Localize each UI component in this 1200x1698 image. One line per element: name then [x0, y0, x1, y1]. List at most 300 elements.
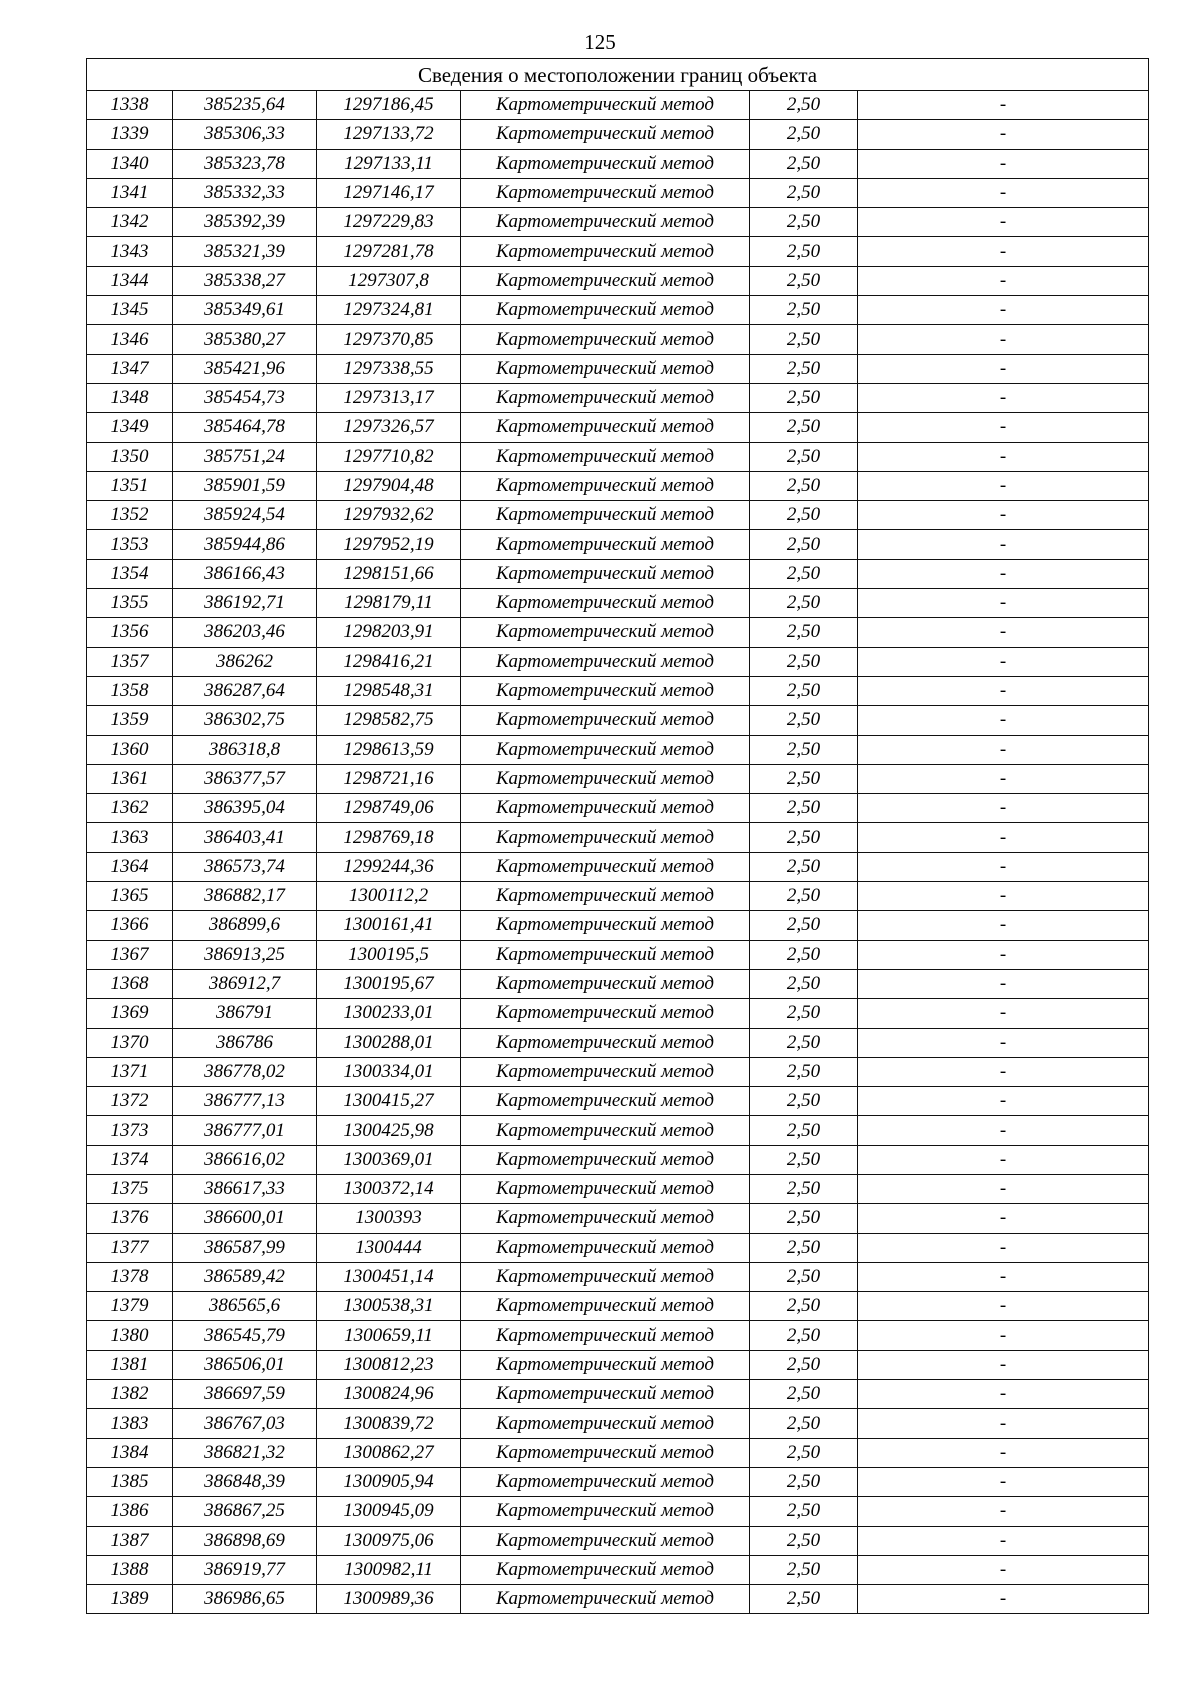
point-number-cell: 1386 — [87, 1497, 173, 1526]
page-number: 125 — [584, 30, 616, 54]
table-row — [87, 735, 1149, 764]
x-coordinate-cell: 385323,78 — [173, 149, 317, 178]
table-row — [87, 618, 1149, 647]
y-coordinate-cell: 1300372,14 — [317, 1174, 461, 1203]
description-cell: - — [858, 1497, 1149, 1526]
y-coordinate-cell: 1300451,14 — [317, 1262, 461, 1291]
method-cell: Картометрический метод — [461, 1087, 750, 1116]
table-row — [87, 501, 1149, 530]
point-number-cell: 1360 — [87, 735, 173, 764]
table-row — [87, 325, 1149, 354]
point-number-cell: 1352 — [87, 501, 173, 530]
y-coordinate-cell: 1297133,72 — [317, 120, 461, 149]
x-coordinate-cell: 386616,02 — [173, 1145, 317, 1174]
x-coordinate-cell: 386262 — [173, 647, 317, 676]
accuracy-cell: 2,50 — [750, 735, 858, 764]
method-cell: Картометрический метод — [461, 706, 750, 735]
x-coordinate-cell: 385321,39 — [173, 237, 317, 266]
point-number-cell: 1370 — [87, 1028, 173, 1057]
description-cell: - — [858, 618, 1149, 647]
y-coordinate-cell: 1297952,19 — [317, 530, 461, 559]
table-row — [87, 237, 1149, 266]
point-number-cell: 1351 — [87, 471, 173, 500]
method-cell: Картометрический метод — [461, 618, 750, 647]
method-cell: Картометрический метод — [461, 823, 750, 852]
description-cell: - — [858, 471, 1149, 500]
method-cell: Картометрический метод — [461, 383, 750, 412]
y-coordinate-cell: 1300195,67 — [317, 969, 461, 998]
accuracy-cell: 2,50 — [750, 149, 858, 178]
y-coordinate-cell: 1298548,31 — [317, 676, 461, 705]
accuracy-cell: 2,50 — [750, 559, 858, 588]
boundary-coordinates-table — [86, 58, 1149, 1614]
y-coordinate-cell: 1300812,23 — [317, 1350, 461, 1379]
point-number-cell: 1339 — [87, 120, 173, 149]
method-cell: Картометрический метод — [461, 794, 750, 823]
description-cell: - — [858, 442, 1149, 471]
y-coordinate-cell: 1300288,01 — [317, 1028, 461, 1057]
x-coordinate-cell: 386791 — [173, 999, 317, 1028]
x-coordinate-cell: 386565,6 — [173, 1292, 317, 1321]
accuracy-cell: 2,50 — [750, 296, 858, 325]
x-coordinate-cell: 386166,43 — [173, 559, 317, 588]
x-coordinate-cell: 386302,75 — [173, 706, 317, 735]
description-cell: - — [858, 530, 1149, 559]
x-coordinate-cell: 385338,27 — [173, 266, 317, 295]
method-cell: Картометрический метод — [461, 559, 750, 588]
y-coordinate-cell: 1300945,09 — [317, 1497, 461, 1526]
y-coordinate-cell: 1300982,11 — [317, 1555, 461, 1584]
accuracy-cell: 2,50 — [750, 1380, 858, 1409]
table-row — [87, 471, 1149, 500]
point-number-cell: 1342 — [87, 208, 173, 237]
x-coordinate-cell: 386777,13 — [173, 1087, 317, 1116]
point-number-cell: 1380 — [87, 1321, 173, 1350]
description-cell: - — [858, 1526, 1149, 1555]
point-number-cell: 1387 — [87, 1526, 173, 1555]
description-cell: - — [858, 706, 1149, 735]
x-coordinate-cell: 386848,39 — [173, 1467, 317, 1496]
table-row — [87, 1057, 1149, 1086]
method-cell: Картометрический метод — [461, 1204, 750, 1233]
x-coordinate-cell: 385421,96 — [173, 354, 317, 383]
description-cell: - — [858, 1116, 1149, 1145]
point-number-cell: 1363 — [87, 823, 173, 852]
table-row — [87, 1174, 1149, 1203]
accuracy-cell: 2,50 — [750, 647, 858, 676]
point-number-cell: 1381 — [87, 1350, 173, 1379]
x-coordinate-cell: 386913,25 — [173, 940, 317, 969]
description-cell: - — [858, 823, 1149, 852]
description-cell: - — [858, 1028, 1149, 1057]
table-row — [87, 1526, 1149, 1555]
description-cell: - — [858, 999, 1149, 1028]
point-number-cell: 1389 — [87, 1585, 173, 1614]
description-cell: - — [858, 1174, 1149, 1203]
y-coordinate-cell: 1300824,96 — [317, 1380, 461, 1409]
accuracy-cell: 2,50 — [750, 354, 858, 383]
description-cell: - — [858, 589, 1149, 618]
y-coordinate-cell: 1300975,06 — [317, 1526, 461, 1555]
point-number-cell: 1368 — [87, 969, 173, 998]
table-row — [87, 911, 1149, 940]
description-cell: - — [858, 383, 1149, 412]
method-cell: Картометрический метод — [461, 1321, 750, 1350]
point-number-cell: 1361 — [87, 764, 173, 793]
method-cell: Картометрический метод — [461, 1526, 750, 1555]
method-cell: Картометрический метод — [461, 1233, 750, 1262]
description-cell: - — [858, 794, 1149, 823]
accuracy-cell: 2,50 — [750, 589, 858, 618]
y-coordinate-cell: 1297186,45 — [317, 91, 461, 120]
point-number-cell: 1384 — [87, 1438, 173, 1467]
method-cell: Картометрический метод — [461, 1380, 750, 1409]
table-row — [87, 999, 1149, 1028]
accuracy-cell: 2,50 — [750, 383, 858, 412]
description-cell: - — [858, 764, 1149, 793]
x-coordinate-cell: 385751,24 — [173, 442, 317, 471]
x-coordinate-cell: 385349,61 — [173, 296, 317, 325]
point-number-cell: 1366 — [87, 911, 173, 940]
method-cell: Картометрический метод — [461, 676, 750, 705]
x-coordinate-cell: 386898,69 — [173, 1526, 317, 1555]
x-coordinate-cell: 386821,32 — [173, 1438, 317, 1467]
x-coordinate-cell: 385332,33 — [173, 178, 317, 207]
method-cell: Картометрический метод — [461, 1350, 750, 1379]
table-row — [87, 969, 1149, 998]
x-coordinate-cell: 385392,39 — [173, 208, 317, 237]
y-coordinate-cell: 1300989,36 — [317, 1585, 461, 1614]
y-coordinate-cell: 1297904,48 — [317, 471, 461, 500]
description-cell: - — [858, 1350, 1149, 1379]
table-row — [87, 794, 1149, 823]
table-row — [87, 1585, 1149, 1614]
table-row — [87, 442, 1149, 471]
table-row — [87, 1321, 1149, 1350]
y-coordinate-cell: 1300659,11 — [317, 1321, 461, 1350]
x-coordinate-cell: 386192,71 — [173, 589, 317, 618]
method-cell: Картометрический метод — [461, 208, 750, 237]
point-number-cell: 1388 — [87, 1555, 173, 1584]
point-number-cell: 1377 — [87, 1233, 173, 1262]
x-coordinate-cell: 386986,65 — [173, 1585, 317, 1614]
point-number-cell: 1349 — [87, 413, 173, 442]
table-row — [87, 383, 1149, 412]
point-number-cell: 1353 — [87, 530, 173, 559]
y-coordinate-cell: 1297146,17 — [317, 178, 461, 207]
accuracy-cell: 2,50 — [750, 764, 858, 793]
accuracy-cell: 2,50 — [750, 1233, 858, 1262]
method-cell: Картометрический метод — [461, 999, 750, 1028]
accuracy-cell: 2,50 — [750, 1028, 858, 1057]
method-cell: Картометрический метод — [461, 149, 750, 178]
description-cell: - — [858, 120, 1149, 149]
y-coordinate-cell: 1300839,72 — [317, 1409, 461, 1438]
description-cell: - — [858, 208, 1149, 237]
method-cell: Картометрический метод — [461, 237, 750, 266]
y-coordinate-cell: 1297326,57 — [317, 413, 461, 442]
accuracy-cell: 2,50 — [750, 208, 858, 237]
point-number-cell: 1378 — [87, 1262, 173, 1291]
accuracy-cell: 2,50 — [750, 618, 858, 647]
accuracy-cell: 2,50 — [750, 325, 858, 354]
method-cell: Картометрический метод — [461, 413, 750, 442]
point-number-cell: 1371 — [87, 1057, 173, 1086]
description-cell: - — [858, 1233, 1149, 1262]
x-coordinate-cell: 386617,33 — [173, 1174, 317, 1203]
y-coordinate-cell: 1297313,17 — [317, 383, 461, 412]
table-row — [87, 149, 1149, 178]
table-row — [87, 852, 1149, 881]
y-coordinate-cell: 1297281,78 — [317, 237, 461, 266]
method-cell: Картометрический метод — [461, 852, 750, 881]
y-coordinate-cell: 1300233,01 — [317, 999, 461, 1028]
point-number-cell: 1376 — [87, 1204, 173, 1233]
accuracy-cell: 2,50 — [750, 882, 858, 911]
y-coordinate-cell: 1300415,27 — [317, 1087, 461, 1116]
point-number-cell: 1354 — [87, 559, 173, 588]
description-cell: - — [858, 413, 1149, 442]
x-coordinate-cell: 386573,74 — [173, 852, 317, 881]
x-coordinate-cell: 386377,57 — [173, 764, 317, 793]
y-coordinate-cell: 1297370,85 — [317, 325, 461, 354]
method-cell: Картометрический метод — [461, 530, 750, 559]
method-cell: Картометрический метод — [461, 764, 750, 793]
description-cell: - — [858, 237, 1149, 266]
x-coordinate-cell: 385944,86 — [173, 530, 317, 559]
description-cell: - — [858, 149, 1149, 178]
table-row — [87, 764, 1149, 793]
x-coordinate-cell: 385901,59 — [173, 471, 317, 500]
x-coordinate-cell: 386600,01 — [173, 1204, 317, 1233]
description-cell: - — [858, 178, 1149, 207]
y-coordinate-cell: 1298416,21 — [317, 647, 461, 676]
point-number-cell: 1348 — [87, 383, 173, 412]
method-cell: Картометрический метод — [461, 1174, 750, 1203]
table-row — [87, 530, 1149, 559]
table-row — [87, 1350, 1149, 1379]
accuracy-cell: 2,50 — [750, 442, 858, 471]
x-coordinate-cell: 386589,42 — [173, 1262, 317, 1291]
method-cell: Картометрический метод — [461, 1028, 750, 1057]
point-number-cell: 1365 — [87, 882, 173, 911]
description-cell: - — [858, 1204, 1149, 1233]
point-number-cell: 1367 — [87, 940, 173, 969]
table-row — [87, 559, 1149, 588]
method-cell: Картометрический метод — [461, 1057, 750, 1086]
table-row — [87, 589, 1149, 618]
method-cell: Картометрический метод — [461, 911, 750, 940]
method-cell: Картометрический метод — [461, 325, 750, 354]
description-cell: - — [858, 676, 1149, 705]
accuracy-cell: 2,50 — [750, 1467, 858, 1496]
x-coordinate-cell: 386777,01 — [173, 1116, 317, 1145]
accuracy-cell: 2,50 — [750, 706, 858, 735]
y-coordinate-cell: 1297324,81 — [317, 296, 461, 325]
description-cell: - — [858, 969, 1149, 998]
x-coordinate-cell: 386882,17 — [173, 882, 317, 911]
method-cell: Картометрический метод — [461, 1262, 750, 1291]
accuracy-cell: 2,50 — [750, 1057, 858, 1086]
accuracy-cell: 2,50 — [750, 530, 858, 559]
point-number-cell: 1382 — [87, 1380, 173, 1409]
table-row — [87, 1292, 1149, 1321]
table-row — [87, 1116, 1149, 1145]
table-row — [87, 940, 1149, 969]
description-cell: - — [858, 559, 1149, 588]
table-row — [87, 1467, 1149, 1496]
y-coordinate-cell: 1298203,91 — [317, 618, 461, 647]
description-cell: - — [858, 1409, 1149, 1438]
table-row — [87, 1438, 1149, 1467]
accuracy-cell: 2,50 — [750, 1174, 858, 1203]
point-number-cell: 1345 — [87, 296, 173, 325]
point-number-cell: 1356 — [87, 618, 173, 647]
y-coordinate-cell: 1300905,94 — [317, 1467, 461, 1496]
point-number-cell: 1346 — [87, 325, 173, 354]
method-cell: Картометрический метод — [461, 120, 750, 149]
x-coordinate-cell: 386545,79 — [173, 1321, 317, 1350]
description-cell: - — [858, 1380, 1149, 1409]
accuracy-cell: 2,50 — [750, 852, 858, 881]
accuracy-cell: 2,50 — [750, 471, 858, 500]
x-coordinate-cell: 385454,73 — [173, 383, 317, 412]
method-cell: Картометрический метод — [461, 501, 750, 530]
table-row — [87, 120, 1149, 149]
y-coordinate-cell: 1300161,41 — [317, 911, 461, 940]
accuracy-cell: 2,50 — [750, 676, 858, 705]
point-number-cell: 1375 — [87, 1174, 173, 1203]
x-coordinate-cell: 386587,99 — [173, 1233, 317, 1262]
description-cell: - — [858, 1438, 1149, 1467]
accuracy-cell: 2,50 — [750, 911, 858, 940]
y-coordinate-cell: 1300393 — [317, 1204, 461, 1233]
table-row — [87, 1555, 1149, 1584]
table-row — [87, 1409, 1149, 1438]
x-coordinate-cell: 386395,04 — [173, 794, 317, 823]
description-cell: - — [858, 91, 1149, 120]
accuracy-cell: 2,50 — [750, 1116, 858, 1145]
table-row — [87, 676, 1149, 705]
y-coordinate-cell: 1300112,2 — [317, 882, 461, 911]
accuracy-cell: 2,50 — [750, 794, 858, 823]
method-cell: Картометрический метод — [461, 1497, 750, 1526]
x-coordinate-cell: 386899,6 — [173, 911, 317, 940]
table-row — [87, 1380, 1149, 1409]
table-row — [87, 1497, 1149, 1526]
accuracy-cell: 2,50 — [750, 501, 858, 530]
y-coordinate-cell: 1300862,27 — [317, 1438, 461, 1467]
accuracy-cell: 2,50 — [750, 823, 858, 852]
accuracy-cell: 2,50 — [750, 120, 858, 149]
accuracy-cell: 2,50 — [750, 413, 858, 442]
point-number-cell: 1340 — [87, 149, 173, 178]
point-number-cell: 1364 — [87, 852, 173, 881]
point-number-cell: 1341 — [87, 178, 173, 207]
accuracy-cell: 2,50 — [750, 178, 858, 207]
point-number-cell: 1350 — [87, 442, 173, 471]
x-coordinate-cell: 386697,59 — [173, 1380, 317, 1409]
table-title-row — [87, 59, 1149, 91]
y-coordinate-cell: 1297307,8 — [317, 266, 461, 295]
x-coordinate-cell: 385306,33 — [173, 120, 317, 149]
x-coordinate-cell: 386203,46 — [173, 618, 317, 647]
accuracy-cell: 2,50 — [750, 1497, 858, 1526]
point-number-cell: 1369 — [87, 999, 173, 1028]
table-row — [87, 296, 1149, 325]
point-number-cell: 1359 — [87, 706, 173, 735]
table-row — [87, 1087, 1149, 1116]
method-cell: Картометрический метод — [461, 1292, 750, 1321]
y-coordinate-cell: 1297133,11 — [317, 149, 461, 178]
method-cell: Картометрический метод — [461, 1116, 750, 1145]
description-cell: - — [858, 1057, 1149, 1086]
x-coordinate-cell: 385924,54 — [173, 501, 317, 530]
table-row — [87, 706, 1149, 735]
x-coordinate-cell: 386403,41 — [173, 823, 317, 852]
table-row — [87, 1233, 1149, 1262]
point-number-cell: 1355 — [87, 589, 173, 618]
method-cell: Картометрический метод — [461, 296, 750, 325]
x-coordinate-cell: 386778,02 — [173, 1057, 317, 1086]
method-cell: Картометрический метод — [461, 471, 750, 500]
accuracy-cell: 2,50 — [750, 1409, 858, 1438]
description-cell: - — [858, 940, 1149, 969]
x-coordinate-cell: 386287,64 — [173, 676, 317, 705]
method-cell: Картометрический метод — [461, 1438, 750, 1467]
accuracy-cell: 2,50 — [750, 1585, 858, 1614]
x-coordinate-cell: 386919,77 — [173, 1555, 317, 1584]
accuracy-cell: 2,50 — [750, 91, 858, 120]
accuracy-cell: 2,50 — [750, 1292, 858, 1321]
description-cell: - — [858, 325, 1149, 354]
y-coordinate-cell: 1297932,62 — [317, 501, 461, 530]
accuracy-cell: 2,50 — [750, 237, 858, 266]
table-row — [87, 1145, 1149, 1174]
description-cell: - — [858, 354, 1149, 383]
y-coordinate-cell: 1300538,31 — [317, 1292, 461, 1321]
description-cell: - — [858, 1145, 1149, 1174]
y-coordinate-cell: 1298151,66 — [317, 559, 461, 588]
table-row — [87, 882, 1149, 911]
description-cell: - — [858, 1555, 1149, 1584]
table-row — [87, 1028, 1149, 1057]
description-cell: - — [858, 1087, 1149, 1116]
description-cell: - — [858, 1585, 1149, 1614]
method-cell: Картометрический метод — [461, 969, 750, 998]
table-row — [87, 91, 1149, 120]
point-number-cell: 1344 — [87, 266, 173, 295]
method-cell: Картометрический метод — [461, 442, 750, 471]
method-cell: Картометрический метод — [461, 735, 750, 764]
accuracy-cell: 2,50 — [750, 1262, 858, 1291]
point-number-cell: 1372 — [87, 1087, 173, 1116]
point-number-cell: 1338 — [87, 91, 173, 120]
method-cell: Картометрический метод — [461, 91, 750, 120]
y-coordinate-cell: 1298769,18 — [317, 823, 461, 852]
table-title: Сведения о местоположении границ объекта — [87, 59, 1149, 91]
table-row — [87, 354, 1149, 383]
y-coordinate-cell: 1298582,75 — [317, 706, 461, 735]
accuracy-cell: 2,50 — [750, 1204, 858, 1233]
x-coordinate-cell: 386786 — [173, 1028, 317, 1057]
table-row — [87, 1204, 1149, 1233]
accuracy-cell: 2,50 — [750, 1555, 858, 1584]
table-row — [87, 647, 1149, 676]
method-cell: Картометрический метод — [461, 1409, 750, 1438]
description-cell: - — [858, 501, 1149, 530]
table-row — [87, 208, 1149, 237]
